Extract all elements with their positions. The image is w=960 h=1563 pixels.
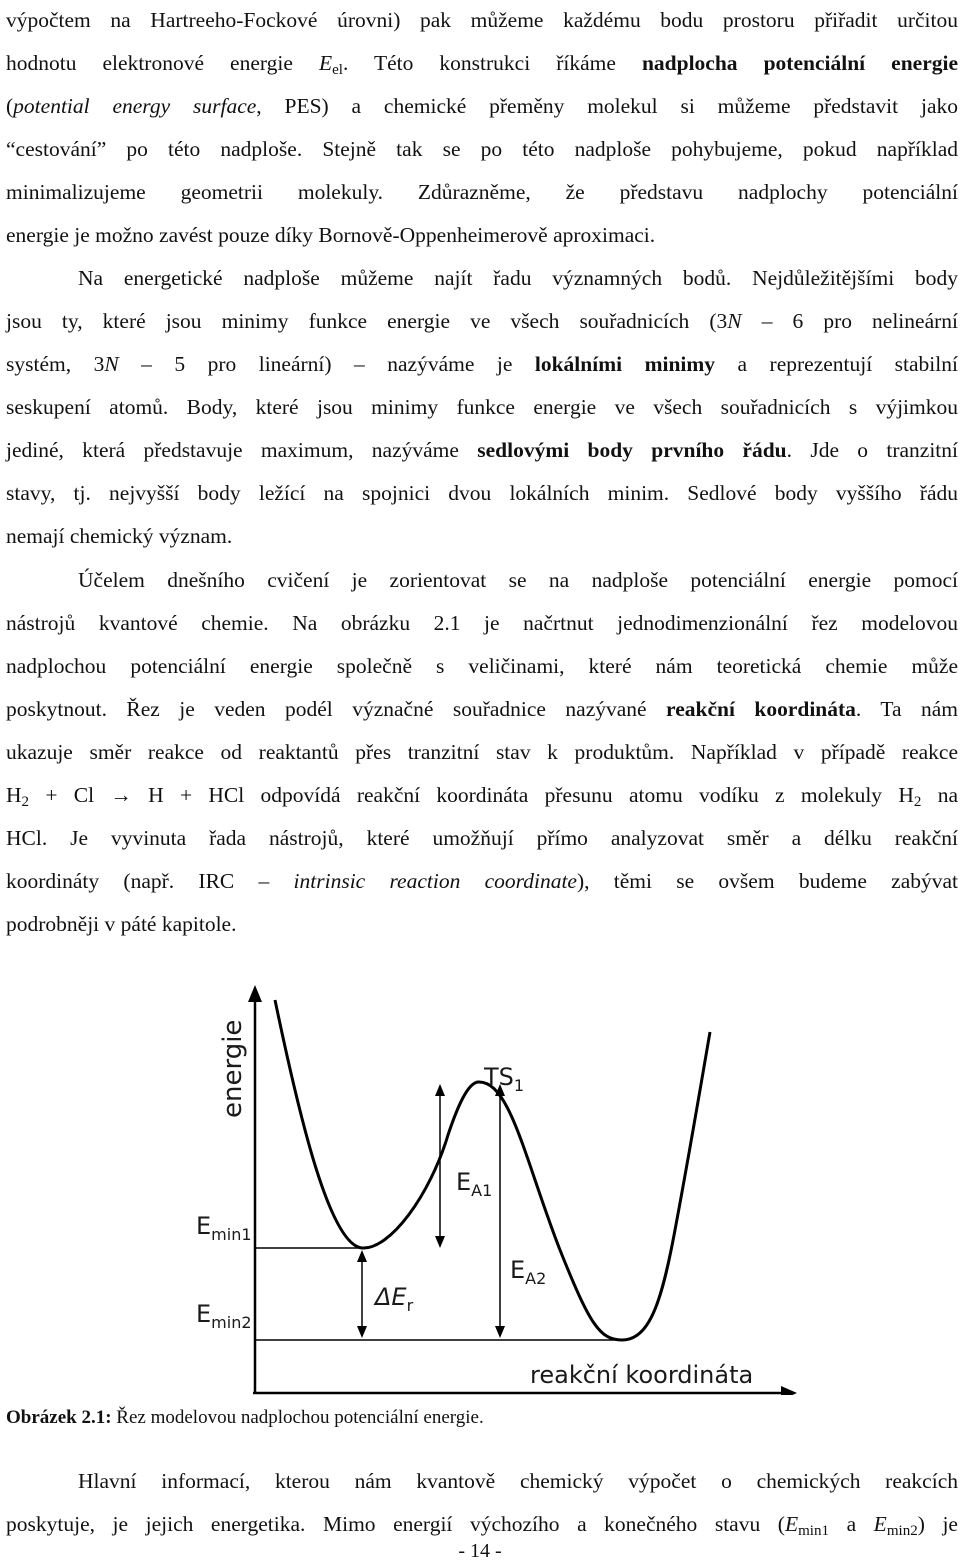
figure-caption: Obrázek 2.1: Řez modelovou nadplochou potenciální energie. (6, 1407, 484, 1428)
text-line: jediné, která představuje maximum, nazýváme sedlovými body prvního řádu. Jde o tranzitní (6, 438, 959, 462)
text-line: ukazuje směr reakce od reaktantů přes tranzitní stav k produktům. Například v případě reakce (6, 740, 958, 764)
text-line: systém, 3N – 5 pro lineární) – nazýváme je lokálními minimy a reprezentují stabilní (6, 352, 958, 376)
text-line: Na energetické nadploše můžeme najít řadu významných bodů. Nejdůležitějšími body (78, 266, 958, 290)
text-line: nástrojů kvantové chemie. Na obrázku 2.1 je načrtnut jednodimenzionální řez modelovou (6, 611, 958, 635)
text-line: “cestování” po této nadploše. Stejně tak se po této nadploše pohybujeme, pokud například (6, 137, 958, 161)
emin2-label: $E_{min2}$ (196, 1300, 252, 1332)
text-line: Účelem dnešního cvičení je zorientovat se na nadploše potenciální energie pomocí (78, 568, 958, 592)
text-line: seskupení atomů. Body, které jsou minimy funkce energie ve všech souřadnicích s výjimkou (6, 395, 958, 419)
ea1-arrowhead-down-icon (435, 1236, 445, 1248)
y-axis-arrow-icon (248, 985, 262, 1002)
ea1-arrowhead-up-icon (435, 1084, 445, 1096)
text-line: nemají chemický význam. (6, 524, 233, 548)
text-line: energie je možno zavést pouze díky Bornově-Oppenheimerově aproximaci. (6, 223, 656, 247)
delta-er-arrowhead-up-icon (357, 1250, 367, 1262)
pes-diagram (0, 975, 960, 1395)
text-line: nadplochou potenciální energie společně s veličinami, které nám teoretická chemie může (6, 654, 958, 678)
text-line: poskytuje, je jejich energetika. Mimo energií výchozího a konečného stavu ($E_{min1}$ a $E_{min2}$) je (6, 1512, 958, 1539)
ea2-arrowhead-down-icon (495, 1326, 505, 1338)
ea1-label: $E_{A1}$ (456, 1168, 493, 1200)
emin1-label: $E_{min1}$ (196, 1212, 252, 1244)
ts-label: $TS_1$ (484, 1063, 525, 1095)
text-line: minimalizujeme geometrii molekuly. Zdůrazněme, že představu nadplochy potenciální (6, 180, 958, 204)
text-line: stavy, tj. nejvyšší body ležící na spojnici dvou lokálních minim. Sedlové body vyššího řádu (6, 481, 958, 505)
text-line: (potential energy surface, PES) a chemické přeměny molekul si můžeme představit jako (6, 94, 958, 118)
y-axis-label: energie (218, 1019, 248, 1118)
energy-curve (275, 1000, 710, 1340)
x-axis-label: reakční koordináta (530, 1361, 754, 1389)
text-line: výpočtem na Hartreeho-Fockové úrovni) pak můžeme každému bodu prostoru přiřadit určitou (6, 8, 958, 32)
delta-er-arrowhead-down-icon (357, 1326, 367, 1338)
text-line: hodnotu elektronové energie $E_{el}$. Této konstrukci říkáme nadplocha potenciální energie (6, 51, 959, 78)
page-number: - 14 - (458, 1540, 502, 1562)
text-line: HCl. Je vyvinuta řada nástrojů, které umožňují přímo analyzovat směr a délku reakční (6, 826, 958, 850)
text-line: Hlavní informací, kterou nám kvantově chemický výpočet o chemických reakcích (78, 1469, 958, 1493)
text-line: $H_2 + Cl \to H$ + HCl odpovídá reakční koordináta přesunu atomu vodíku z molekuly $H_2$ na (6, 783, 959, 810)
text-line: poskytnout. Řez je veden podél význačné souřadnice nazývané reakční koordináta. Ta nám (6, 697, 958, 721)
x-axis-arrow-icon (781, 1386, 797, 1395)
text-line: koordináty (např. IRC – intrinsic reaction coordinate), těmi se ovšem budeme zabývat (6, 869, 959, 893)
ea2-label: $E_{A2}$ (510, 1256, 547, 1288)
delta-er-label: $\Delta E_r$ (375, 1283, 414, 1315)
text-line: jsou ty, které jsou minimy funkce energie ve všech souřadnicích (3N – 6 pro nelineární (6, 309, 959, 333)
text-line: podrobněji v páté kapitole. (6, 912, 237, 936)
